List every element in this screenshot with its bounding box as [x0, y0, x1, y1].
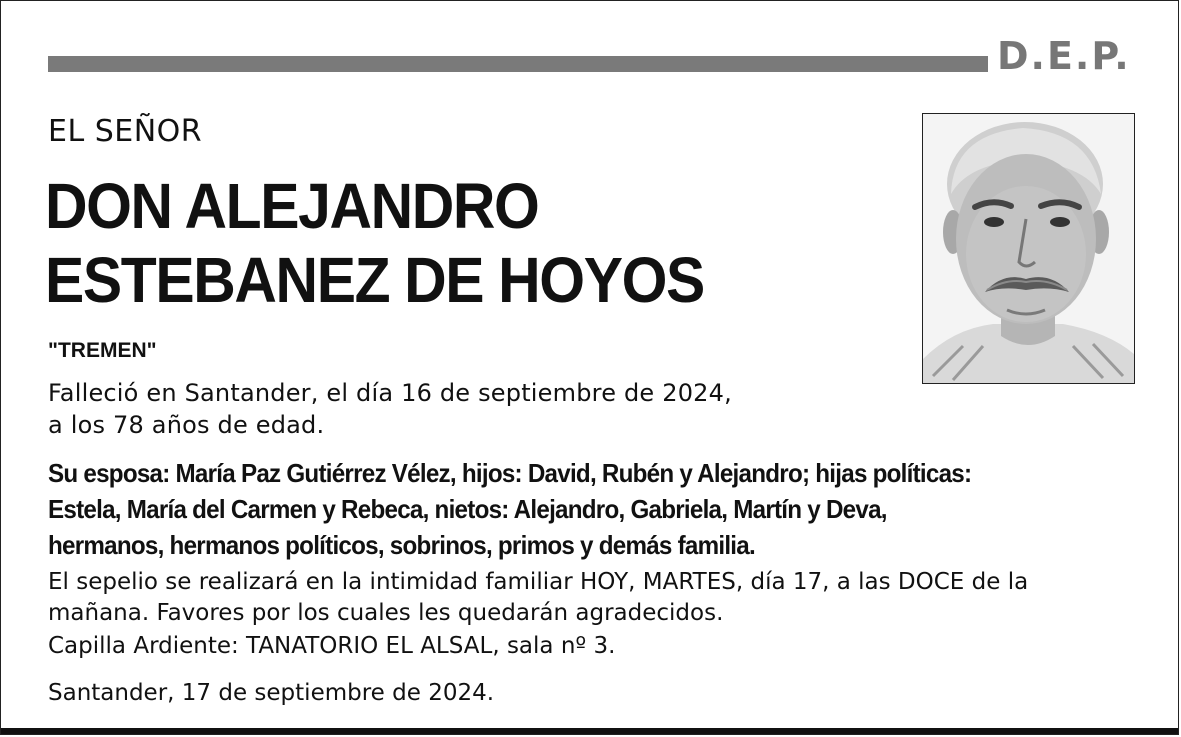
funeral-info: [48, 567, 1028, 629]
death-line: Falleció en Santander, el día 16 de septiembre de 2024,: [48, 379, 732, 407]
death-line: a los 78 años de edad.: [48, 411, 325, 439]
family-line: Estela, María del Carmen y Rebeca, nietos: Alejandro, Gabriela, Martín y Deva,: [48, 494, 887, 524]
name-line-2: ESTEBANEZ DE HOYOS: [45, 244, 704, 316]
family-list: [48, 455, 971, 563]
nickname: "TREMEN": [48, 339, 157, 362]
portrait-illustration: [923, 114, 1134, 383]
funeral-line: mañana. Favores por los cuales les quedarán agradecidos.: [48, 600, 724, 626]
header-bar: [48, 56, 988, 72]
name-line-1: DON ALEJANDRO: [45, 170, 539, 242]
deceased-name: [45, 169, 704, 317]
death-announcement: [48, 377, 732, 441]
bottom-rule: [1, 728, 1178, 734]
dep-heading: D.E.P.: [997, 34, 1131, 78]
portrait-photo: [922, 113, 1135, 384]
family-line: hermanos, hermanos políticos, sobrinos, primos y demás familia.: [48, 530, 755, 560]
family-line: Su esposa: María Paz Gutiérrez Vélez, hijos: David, Rubén y Alejandro; hijas políticas:: [48, 458, 972, 488]
funeral-line: El sepelio se realizará en la intimidad familiar HOY, MARTES, día 17, a las DOCE de la: [48, 569, 1029, 595]
place-date: Santander, 17 de septiembre de 2024.: [48, 680, 495, 706]
chapel-info: Capilla Ardiente: TANATORIO EL ALSAL, sala nº 3.: [48, 633, 616, 659]
honorific-title: EL SEÑOR: [48, 114, 203, 149]
